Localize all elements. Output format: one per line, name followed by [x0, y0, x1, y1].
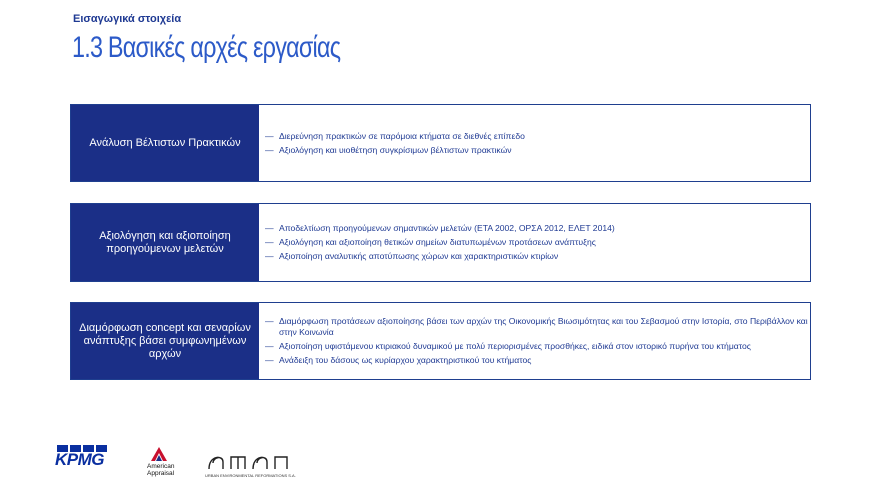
- bullet-item: — Διερεύνηση πρακτικών σε παρόμοια κτήματα σε διεθνές επίπεδο: [265, 130, 525, 141]
- principle-row-concept-scenarios: [70, 302, 811, 380]
- bullet-item: — Αποδελτίωση προηγούμενων σημαντικών μελετών (ΕΤΑ 2002, ΟΡΣΑ 2012, ΕΛΕΤ 2014): [265, 223, 615, 233]
- page-title: 1.3 Βασικές αρχές εργασίας: [72, 31, 341, 64]
- row-heading: Αξιολόγηση και αξιοποίηση προηγούμενων μελετών: [71, 204, 259, 281]
- uer-logo: [205, 447, 315, 479]
- row-bullets: [259, 105, 810, 181]
- bullet-item: — Αξιοποίηση υφιστάμενου κτιριακού δυναμικού με πολύ περιορισμένες προσθήκες, ειδικά στον ιστορικό πυρήνα του κτήματος: [265, 341, 751, 351]
- row-bullets: [259, 303, 810, 379]
- bullet-item: — Αξιολόγηση και αξιοποίηση θετικών σημείων διατυπωμένων προτάσεων ανάπτυξης: [265, 237, 596, 247]
- principle-row-previous-studies: [70, 203, 811, 282]
- row-bullets: [259, 204, 810, 281]
- svg-text:Appraisal: Appraisal: [147, 470, 175, 477]
- bullet-item: — Αξιοποίηση αναλυτικής αποτύπωσης χώρων και χαρακτηριστικών κτιρίων: [265, 251, 559, 261]
- bullet-item: — Ανάδειξη του δάσους ως κυρίαρχου χαρακτηριστικού του κτήματος: [265, 355, 532, 365]
- row-heading: Διαμόρφωση concept και σεναρίων ανάπτυξης βάσει συμφωνημένων αρχών: [71, 303, 259, 379]
- svg-text:American: American: [147, 463, 175, 470]
- bullet-item: — Διαμόρφωση προτάσεων αξιοποίησης βάσει των αρχών της Οικονομικής Βιωσιμότητας και του Σεβασμού στην Ιστορία, στο Περιβάλλον και στην Κοινωνία: [265, 316, 808, 337]
- footer-logos: KPMG American Appraisal URBAN ENVIRONMENTAL REFORMATIONS S.A.: [55, 445, 315, 480]
- principle-row-best-practices: [70, 104, 811, 182]
- svg-text:URBAN ENVIRONMENTAL REFORMATIO: URBAN ENVIRONMENTAL REFORMATIONS S.A.: [205, 473, 296, 478]
- american-appraisal-logo: [147, 445, 183, 477]
- bullet-item: — Αξιολόγηση και υιοθέτηση συγκρίσιμων βέλτιστων πρακτικών: [265, 144, 512, 155]
- row-heading: Ανάλυση Βέλτιστων Πρακτικών: [71, 105, 259, 181]
- section-label: Εισαγωγικά στοιχεία: [73, 13, 182, 25]
